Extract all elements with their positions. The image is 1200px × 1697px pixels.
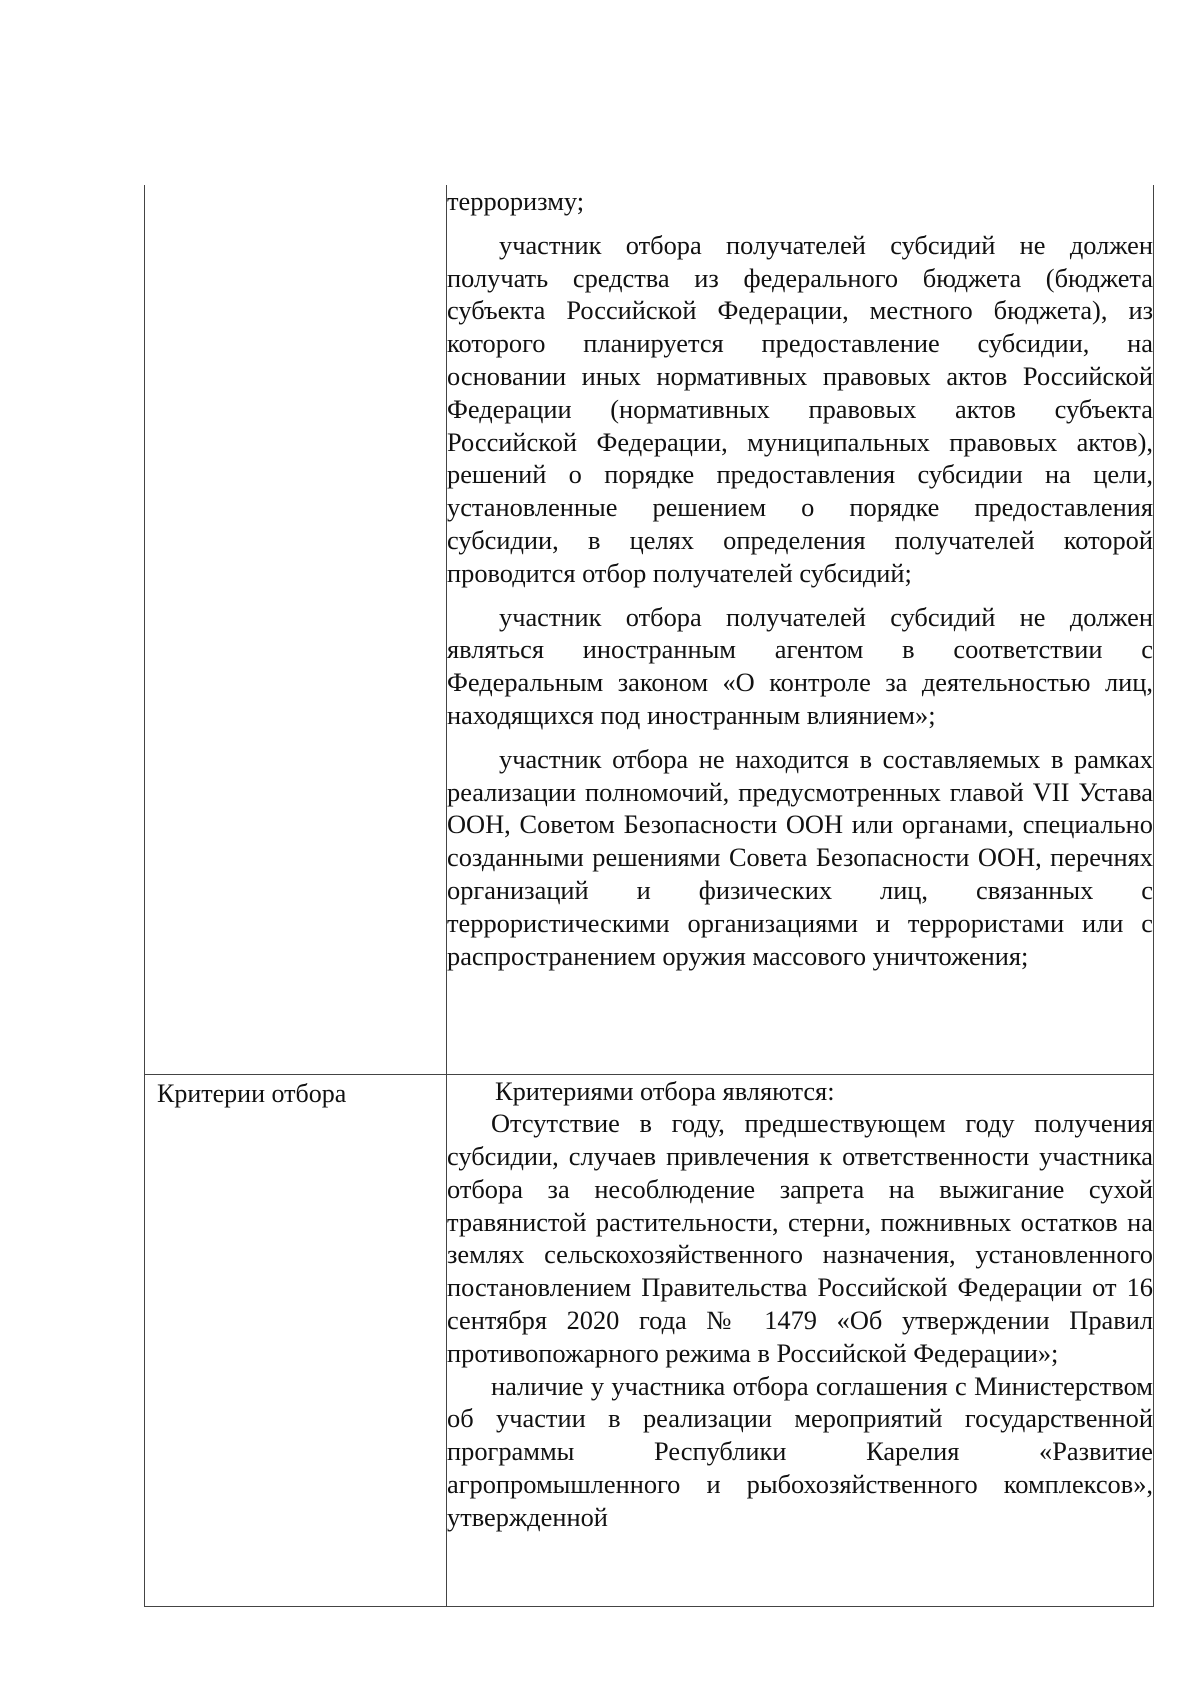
document-table <box>144 185 1154 1607</box>
paragraph-un-sanctions-lists: участник отбора не находится в составляемых в рамках реализации полномочий, предусмотренных главой VII Устава ООН, Советом Безопасности ООН или органами, специально созданными решениями Совета Безопасности ООН, перечнях организаций и физических лиц, связанных с террористическими организациями и террористами или с распространением оружия массового уничтожения; <box>447 743 1153 971</box>
table-row-selection-criteria <box>145 1074 1154 1606</box>
row1-content-cell <box>447 185 1154 1074</box>
paragraph-agreement-criterion: наличие у участника отбора соглашения с Министерством об участии в реализации мероприятий государственной программы Республики Карелия «Развитие агропромышленного и рыбохозяйственного комплексов», утвержденной <box>447 1370 1153 1532</box>
row2-label-cell <box>145 1074 447 1606</box>
selection-criteria-label: Критерии отбора <box>157 1078 347 1108</box>
paragraph-budget-funds: участник отбора получателей субсидий не должен получать средства из федерального бюджета (бюджета субъекта Российской Федерации, местного бюджета), из которого планируется предоставление субсидии, на основании иных нормативных правовых актов Российской Федерации (нормативных правовых актов субъекта Российской Федерации, муниципальных правовых актов), решений о порядке предоставления субсидии на цели, установленные решением о порядке предоставления субсидии, в целях определения получателей которой проводится отбор получателей субсидий; <box>447 229 1153 588</box>
paragraph-foreign-agent: участник отбора получателей субсидий не должен являться иностранным агентом в соответствии с Федеральным законом «О контроле за деятельностью лиц, находящихся под иностранным влиянием»; <box>447 601 1153 730</box>
paragraph-fire-safety-criterion: Отсутствие в году, предшествующем году получения субсидии, случаев привлечения к ответственности участника отбора за несоблюдение запрета на выжигание сухой травянистой растительности, стерни, пожнивных остатков на землях сельскохозяйственного назначения, установленного постановлением Правительства Российской Федерации от 16 сентября 2020 года № 1479 «Об утверждении Правил противопожарного режима в Российской Федерации»; <box>447 1108 1153 1368</box>
row2-content-cell <box>447 1074 1154 1606</box>
paragraph-terrorism-end: терроризму; <box>447 186 585 216</box>
row1-label <box>145 185 446 187</box>
row1-label-cell <box>145 185 447 1074</box>
table-row-requirements-continued <box>145 185 1154 1074</box>
paragraph-criteria-intro: Критериями отбора являются: <box>495 1075 835 1106</box>
